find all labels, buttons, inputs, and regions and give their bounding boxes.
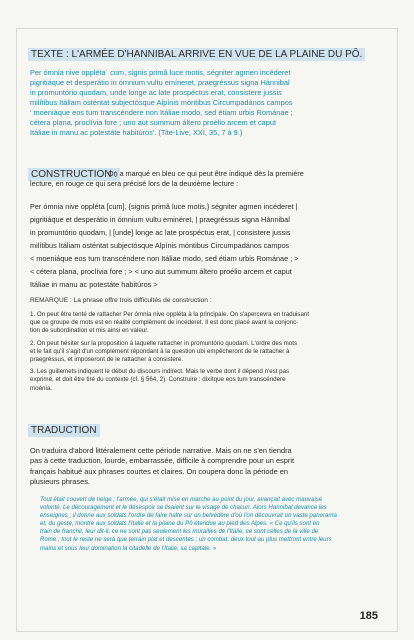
construction-line: Itáliae in manu ac potestáte habitúros > [30, 280, 158, 289]
construction-intro [108, 169, 388, 179]
texte-line: Itáliae in manu ac potestáte habitúros'. (Tite-Live, XXI, 35, 7 à 9.) [30, 128, 243, 137]
texte-line: milítibus Itáliam osténtat subjectósque Alpínis móntibus Circumpadános campos [30, 98, 293, 107]
remarque-line: tion de subordination et mis ainsi en valeur. [30, 327, 149, 335]
construction-line: < moeniáque eos tum transcéndere non Itáliae modo, sed étiam urbis Románae ; > [30, 254, 299, 263]
remarque-line: praegréssus, et imposeront de le rattacher à consistere. [30, 356, 184, 364]
remarque-line: 3. Les guillemets indiquent le début du discours indirect. Mais le verbe dont il dépend n'est pas [30, 368, 290, 376]
texte-line: ' moeniáque eos tum transcéndere non Itáliae modo, sed étiam urbis Románae ; [30, 108, 293, 117]
traduction-line: français habitué aux phrases courtes et claires. On coupera donc la période en [30, 466, 289, 476]
construction-line: in promuntório quodam, | [unde] longe ac late prospéctus erat, | consistere jussis [30, 228, 291, 237]
texte-line: cétera plana, proclívia fore ; uno aut summum áltero proélio arcem et caput [30, 118, 277, 127]
quote-line: mains et sous leur domination la citadelle de l'Italie, sa capitale. » [40, 544, 217, 552]
traduction-para [30, 446, 386, 488]
texte-line: in promuntório quodam, unde longe ac late prospéctus erat, consistere jussis [30, 88, 282, 97]
remarque-title: REMARQUE : La phrase offre trois difficultés de construction : [30, 297, 212, 304]
traduction-line: On traduira d'abord littéralement cette période narrative. Mais on ne s'en tiendra [30, 446, 292, 455]
construction-intro-2 [30, 179, 386, 189]
intro-line: On a marqué en bleu ce qui peut être indiqué dès la première [108, 169, 304, 178]
texte-block [30, 68, 386, 138]
quote-line: volonté. Le découragement et le désespoir se lisaient sur le visage de chacun. Alors Hannibal devance les [40, 504, 327, 512]
texte-line: pigritiáque et desperátio in ómnium vultu emíneret, praegréssus signa Hánnibal [30, 78, 290, 87]
construction-line: < cétera plana, proclívia fore ; > < uno aut summum áltero proélio arcem et caput [30, 267, 292, 276]
remarque-line: moénia. [30, 384, 53, 392]
remarque-item [30, 368, 386, 393]
remarque-item [30, 340, 386, 365]
remarque-line: 2. On peut hésiter sur la proposition à laquelle rattacher in promuntório quodam. L'ordre des mots [30, 339, 298, 347]
quote-line: enseignes ; il donne aux soldats l'ordre de faire halte sur un belvédère d'où l'on découvrait un vaste panorama [40, 512, 337, 520]
remarque-line: exprimé, et doit être tiré du contexte (cf. § 564, 2). Construire : dixítque eos tum transcéndere [30, 376, 286, 384]
texte-line: Per ómnia nive opplétaˈ cum, signis primâ luce motis, ségniter agmen incéderet [30, 68, 291, 77]
traduction-header: TRADUCTION [28, 424, 100, 437]
remarque-list [30, 311, 386, 393]
construction-header: CONSTRUCTION : [28, 168, 120, 181]
construction-line: pigritiáque et desperátio in ómnium vultu eminéret, | praegréssus signa Hánnibal [30, 215, 290, 224]
quote-line: et, du geste, montre aux soldats l'Italie et la plaine du Pô étendue au pied des Alpes. « Ce qu'ils sont en [40, 520, 320, 528]
quote-line: train de franchir, leur dit-il, ce ne sont pas seulement les murailles de l'Italie, ce sont celles de la ville de [40, 528, 319, 536]
remarque-item [30, 311, 386, 336]
traduction-quote [40, 496, 386, 553]
texte-header: TEXTE : L'ARMÉE D'HANNIBAL ARRIVE EN VUE DE LA PLAINE DU PÔ. [28, 48, 365, 61]
traduction-line: pas à cette traduction, lourde, embarrassée, difficile à comprendre pour un esprit [30, 456, 295, 466]
construction-line: milítibus Itáliam osténtat subjectósque Alpínis móntibus Circumpadános campos [30, 241, 290, 250]
construction-line: Per ómnia nive oppléta [cum], {signis primâ luce motis,} ségniter agmen incéderet | [30, 202, 298, 211]
remarque-line: 1. On peut être tenté de rattacher Per ómnia nive oppléta à la principale. On s'apercevra en traduisant [30, 311, 310, 318]
traduction-line: plusieurs phrases. [30, 477, 90, 487]
intro-line: lecture, en rouge ce qui sera précisé lors de la deuxième lecture : [30, 179, 239, 188]
quote-line: Tout était couvert de neige ; l'armée, qui s'était mise en marche au point du jour, avançait avec mauvaise [40, 496, 323, 503]
remarque-line: que ce groupe de mots est en réalité complément de incéderet. Il est donc placé avant la conjonc- [30, 319, 299, 327]
construction-block [30, 200, 386, 291]
page-number: 185 [359, 610, 378, 622]
quote-line: Rome ; tout le reste ne sera que terrain plat et descentes ; un combat, deux tout au plus mettront entre leurs [40, 536, 332, 544]
remarque-line: et le fait qu'il s'agit d'un complément répondant à la question ubi empêcheront de le rattacher à [30, 347, 290, 355]
